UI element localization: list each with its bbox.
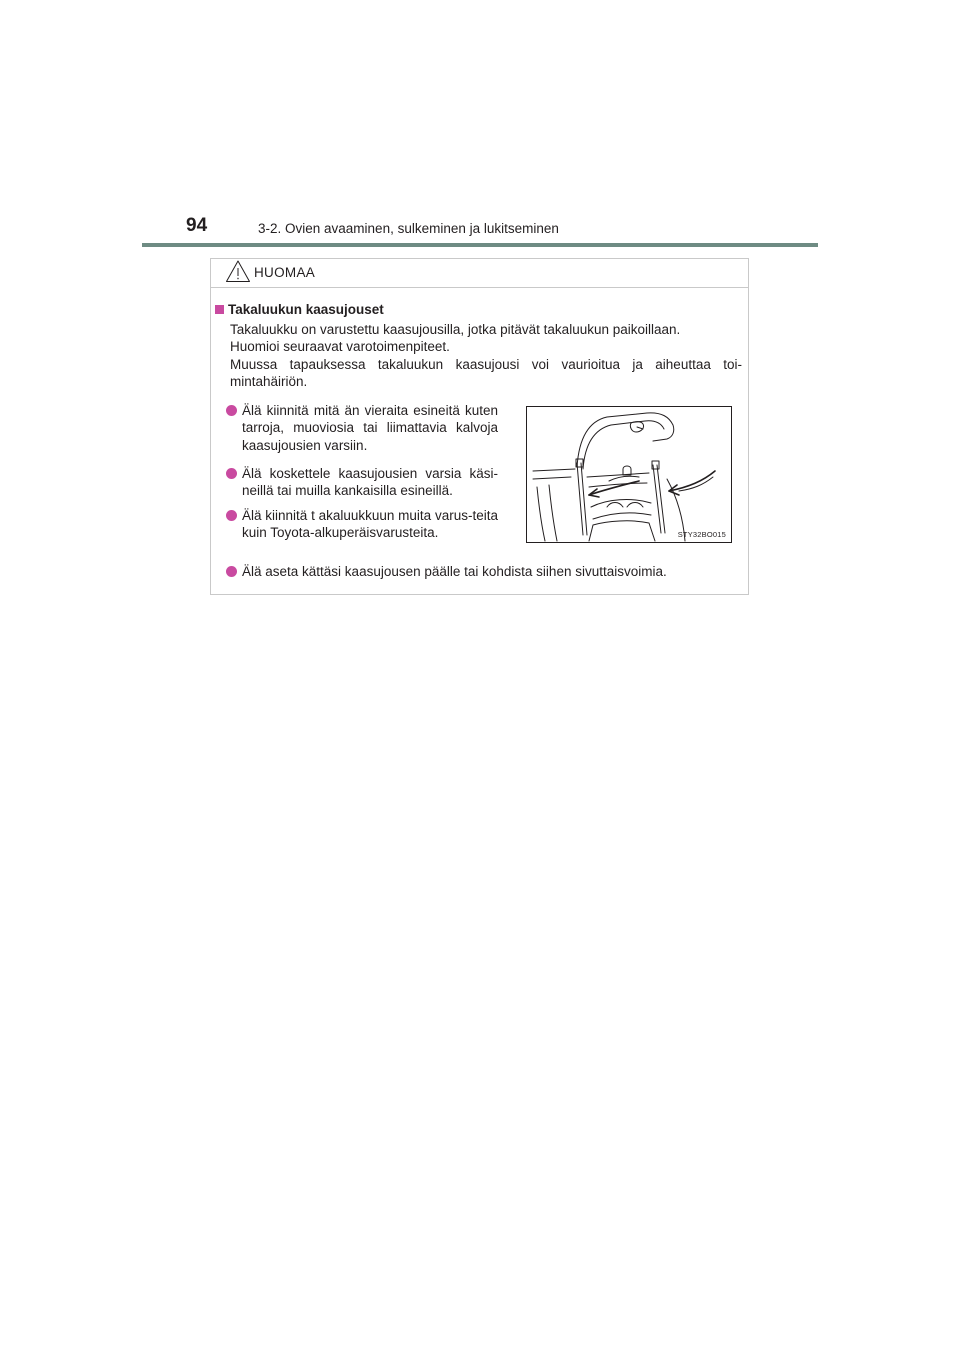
intro-paragraph <box>230 321 742 390</box>
header-rule <box>142 243 818 247</box>
subheading-text: Takaluukun kaasujouset <box>228 302 384 317</box>
intro-line: Muussa tapauksessa takaluukun kaasujousi voi vaurioitua ja aiheuttaa toi-mintahäiriön. <box>230 356 742 389</box>
section-title: 3-2. Ovien avaaminen, sulkeminen ja lukitseminen <box>258 221 559 236</box>
bullet-item <box>226 465 498 500</box>
gas-strut-illustration <box>526 406 732 543</box>
bullet-text: Älä aseta kättäsi kaasujousen päälle tai kohdista siihen sivuttaisvoimia. <box>242 564 667 579</box>
subheading <box>215 302 384 317</box>
bullet-item <box>226 507 498 542</box>
round-bullet-icon <box>226 510 237 521</box>
notice-title: HUOMAA <box>254 265 316 280</box>
page-number: 94 <box>186 215 208 236</box>
intro-line: Takaluukku on varustettu kaasujousilla, jotka pitävät takaluukun paikoillaan. <box>230 322 681 337</box>
square-bullet-icon <box>215 305 224 314</box>
round-bullet-icon <box>226 566 237 577</box>
figure-code: STY32BO015 <box>677 530 726 539</box>
notice-header <box>211 259 748 288</box>
bullet-text: Älä kiinnitä mitä än vieraita esineitä kuten tarroja, muoviosia tai liimattavia kalvoja kaasujousien varsiin. <box>242 403 498 453</box>
bullet-text: Älä koskettele kaasujousien varsia käsi-neillä tai muilla kankaisilla esineillä. <box>242 466 498 499</box>
intro-line: Huomioi seuraavat varotoimenpiteet. <box>230 339 450 355</box>
bullet-text: Älä kiinnitä t akaluukkuun muita varus-teita kuin Toyota-alkuperäisvarusteita. <box>242 508 498 541</box>
tailgate-drawing <box>527 407 733 544</box>
bullet-item <box>226 402 498 454</box>
warning-triangle-icon <box>225 259 251 283</box>
bullet-item <box>226 563 736 580</box>
notice-box <box>210 258 749 595</box>
round-bullet-icon <box>226 468 237 479</box>
round-bullet-icon <box>226 405 237 416</box>
